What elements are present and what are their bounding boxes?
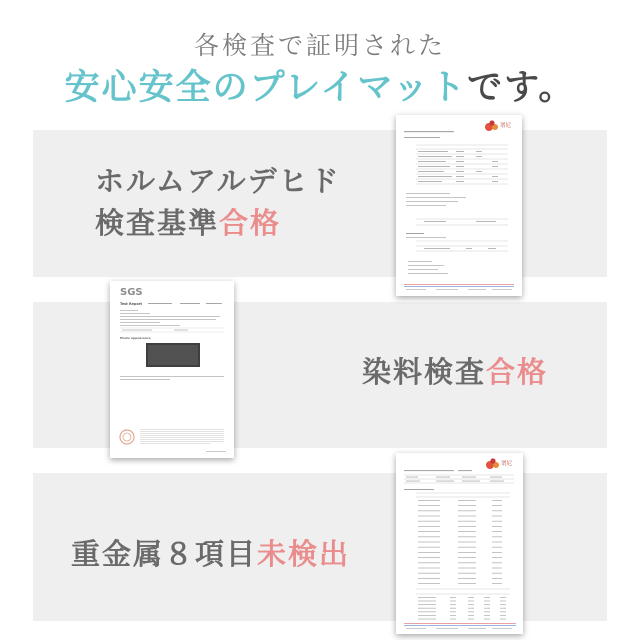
header-title — [0, 60, 640, 110]
formaldehyde-label-line1: ホルムアルデヒド — [95, 164, 341, 198]
header-title-accent: 安心安全のプレイマット — [64, 68, 468, 108]
section-label-formaldehyde — [95, 160, 341, 244]
sgs-logo: SGS — [120, 287, 143, 298]
dye-label-plain: 染料検査 — [362, 355, 487, 389]
sgs-report-graphic — [110, 281, 234, 458]
heavy-metals-test-report-image — [396, 453, 523, 634]
lab-logo-text: 谱尼 — [500, 123, 512, 129]
heavy-metals-report-graphic — [396, 453, 523, 634]
formaldehyde-test-report-image — [396, 115, 522, 296]
sgs-report-title: Test Report — [120, 302, 142, 306]
heavy-metals-label-accent: 未検出 — [257, 537, 351, 571]
photo-caption: Photo appearance — [120, 336, 151, 340]
formaldehyde-label-accent: 合格 — [219, 206, 282, 240]
formaldehyde-label-line2 — [95, 202, 341, 244]
lab-logo-text-2: 谱尼 — [501, 461, 513, 467]
sgs-dye-test-report-image — [110, 281, 234, 458]
heavy-metals-label-plain: 重金属８項目 — [71, 537, 258, 571]
header-subtitle: 各検査で証明された — [193, 31, 446, 60]
dye-label-accent: 合格 — [486, 355, 549, 389]
formaldehyde-label-plain: 検査基準 — [95, 206, 220, 240]
section-label-dye — [362, 351, 548, 393]
formaldehyde-report-graphic — [396, 115, 522, 296]
header-title-rest: です。 — [467, 68, 576, 108]
section-label-heavy-metals — [71, 533, 350, 575]
